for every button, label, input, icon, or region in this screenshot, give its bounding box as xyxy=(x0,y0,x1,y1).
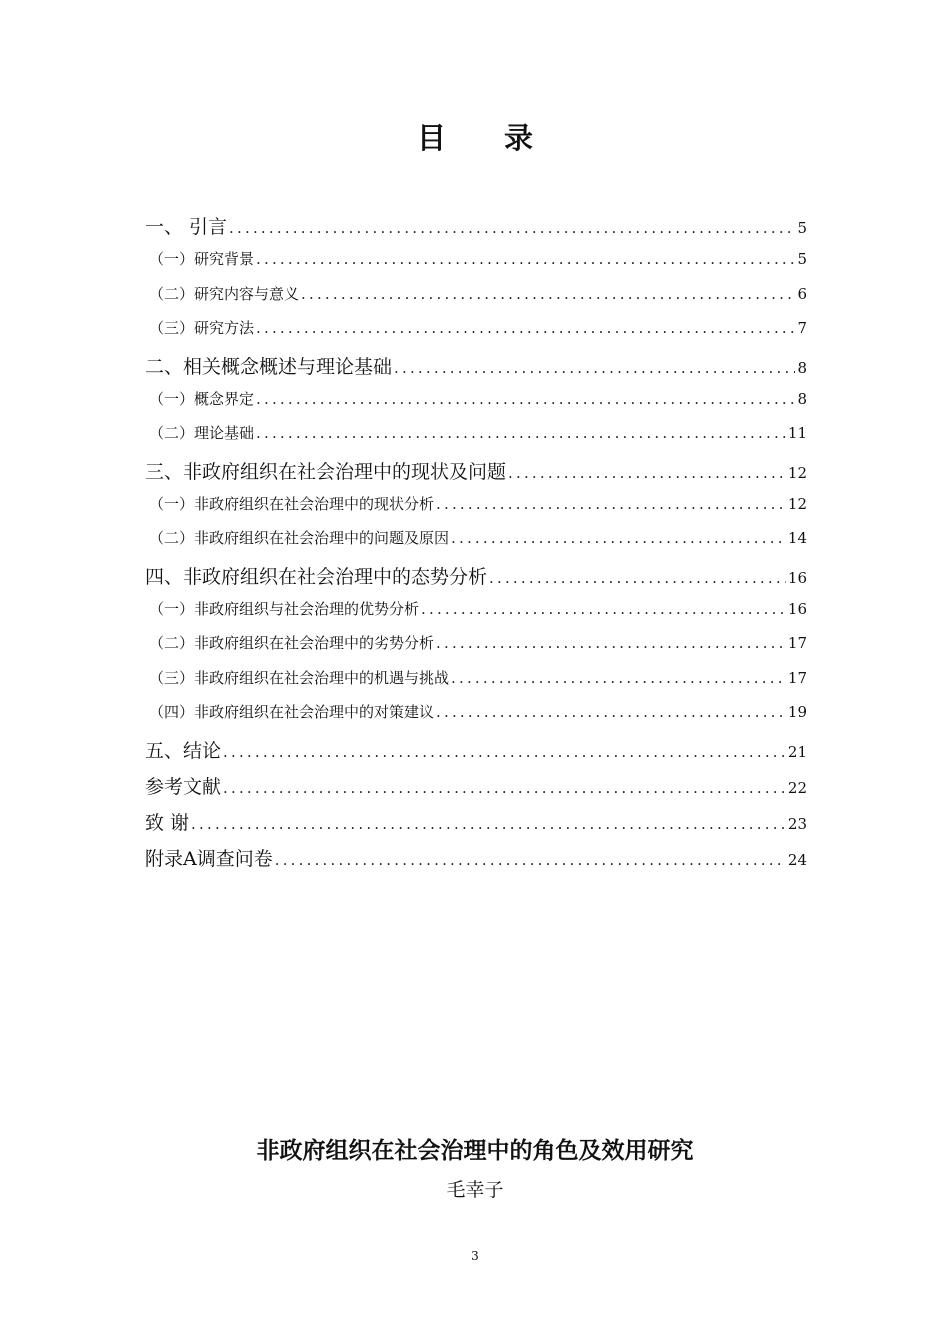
toc-leader-dots xyxy=(394,359,795,377)
toc-entry-page: 24 xyxy=(787,850,807,869)
toc-entry-label: （二）理论基础 xyxy=(149,424,255,442)
toc-entry-page: 8 xyxy=(797,389,807,408)
toc-entry-page: 12 xyxy=(787,494,807,513)
toc-entry[interactable] xyxy=(145,248,807,283)
toc-entry[interactable] xyxy=(145,352,807,388)
toc-leader-dots xyxy=(223,779,786,797)
toc-entry[interactable] xyxy=(145,388,807,423)
toc-entry[interactable] xyxy=(145,562,807,598)
toc-entry-label: （二）研究内容与意义 xyxy=(149,284,300,303)
toc-entry-label: 五、结论 xyxy=(145,739,222,762)
toc-entry-page: 21 xyxy=(787,742,807,761)
toc-entry-label: 二、相关概念概述与理论基础 xyxy=(145,355,393,378)
toc-leader-dots xyxy=(256,250,795,268)
toc-entry[interactable] xyxy=(145,632,807,667)
toc-entry-label: 附录A调查问卷 xyxy=(145,847,273,870)
toc-entry[interactable] xyxy=(145,736,807,772)
toc-entry-label: （一）非政府组织与社会治理的优势分析 xyxy=(149,599,420,618)
toc-entry-label: （三）非政府组织在社会治理中的机遇与挑战 xyxy=(149,668,450,687)
toc-entry-label: 三、非政府组织在社会治理中的现状及问题 xyxy=(145,460,507,483)
toc-leader-dots xyxy=(301,285,795,303)
toc-entry[interactable] xyxy=(145,598,807,633)
toc-entry-label: 致 谢 xyxy=(145,811,190,834)
toc-entry-page: 14 xyxy=(787,529,807,547)
toc-leader-dots xyxy=(191,815,786,833)
toc-entry-page: 5 xyxy=(797,219,807,237)
toc-entry-label: 参考文献 xyxy=(145,775,222,798)
toc-leader-dots xyxy=(223,743,786,761)
toc-entry-label: （一）研究背景 xyxy=(149,250,255,268)
table-of-contents xyxy=(145,212,807,880)
page-number: 3 xyxy=(471,1249,479,1263)
toc-entry[interactable] xyxy=(145,808,807,844)
toc-leader-dots xyxy=(436,703,786,721)
toc-leader-dots xyxy=(256,424,786,442)
toc-entry[interactable] xyxy=(145,457,807,493)
toc-leader-dots xyxy=(508,464,786,482)
toc-entry-page: 7 xyxy=(797,319,807,337)
toc-entry[interactable] xyxy=(145,317,807,352)
toc-entry-label: （四）非政府组织在社会治理中的对策建议 xyxy=(149,703,435,721)
toc-entry[interactable] xyxy=(145,667,807,702)
toc-entry-page: 23 xyxy=(787,814,807,833)
toc-leader-dots xyxy=(436,634,786,652)
toc-entry[interactable] xyxy=(145,422,807,457)
toc-entry-label: （一）非政府组织在社会治理中的现状分析 xyxy=(149,494,435,513)
toc-entry[interactable] xyxy=(145,212,807,248)
toc-entry-page: 6 xyxy=(797,284,807,303)
toc-entry[interactable] xyxy=(145,772,807,808)
toc-leader-dots xyxy=(436,495,786,513)
toc-leader-dots xyxy=(451,669,786,687)
toc-entry-label: （一）概念界定 xyxy=(149,389,255,408)
toc-title: 目 录 xyxy=(416,121,558,155)
toc-entry-label: 四、非政府组织在社会治理中的态势分析 xyxy=(145,565,488,588)
toc-entry-page: 5 xyxy=(797,250,807,268)
toc-entry-page: 16 xyxy=(787,599,807,618)
toc-entry[interactable] xyxy=(145,701,807,736)
toc-entry-page: 19 xyxy=(787,703,807,721)
paper-title: 非政府组织在社会治理中的角色及效用研究 xyxy=(256,1137,694,1164)
toc-leader-dots xyxy=(256,319,795,337)
toc-leader-dots xyxy=(229,219,795,237)
toc-entry-label: （三）研究方法 xyxy=(149,319,255,337)
toc-entry-label: （二）非政府组织在社会治理中的问题及原因 xyxy=(149,529,450,547)
toc-leader-dots xyxy=(256,390,795,408)
toc-entry-page: 17 xyxy=(787,634,807,652)
toc-entry[interactable] xyxy=(145,493,807,528)
toc-entry-page: 22 xyxy=(787,778,807,797)
toc-entry-page: 16 xyxy=(787,568,807,587)
author-name: 毛幸子 xyxy=(446,1179,504,1201)
toc-entry[interactable] xyxy=(145,844,807,880)
toc-leader-dots xyxy=(489,569,786,587)
toc-leader-dots xyxy=(421,600,786,618)
toc-entry-page: 11 xyxy=(787,424,807,442)
toc-leader-dots xyxy=(275,851,786,869)
toc-entry-page: 8 xyxy=(797,358,807,377)
toc-entry[interactable] xyxy=(145,283,807,318)
toc-entry-label: （二）非政府组织在社会治理中的劣势分析 xyxy=(149,634,435,652)
toc-leader-dots xyxy=(451,529,786,547)
toc-entry-label: 一、 引言 xyxy=(145,216,228,238)
toc-entry[interactable] xyxy=(145,527,807,562)
toc-entry-page: 12 xyxy=(787,463,807,482)
toc-entry-page: 17 xyxy=(787,668,807,687)
